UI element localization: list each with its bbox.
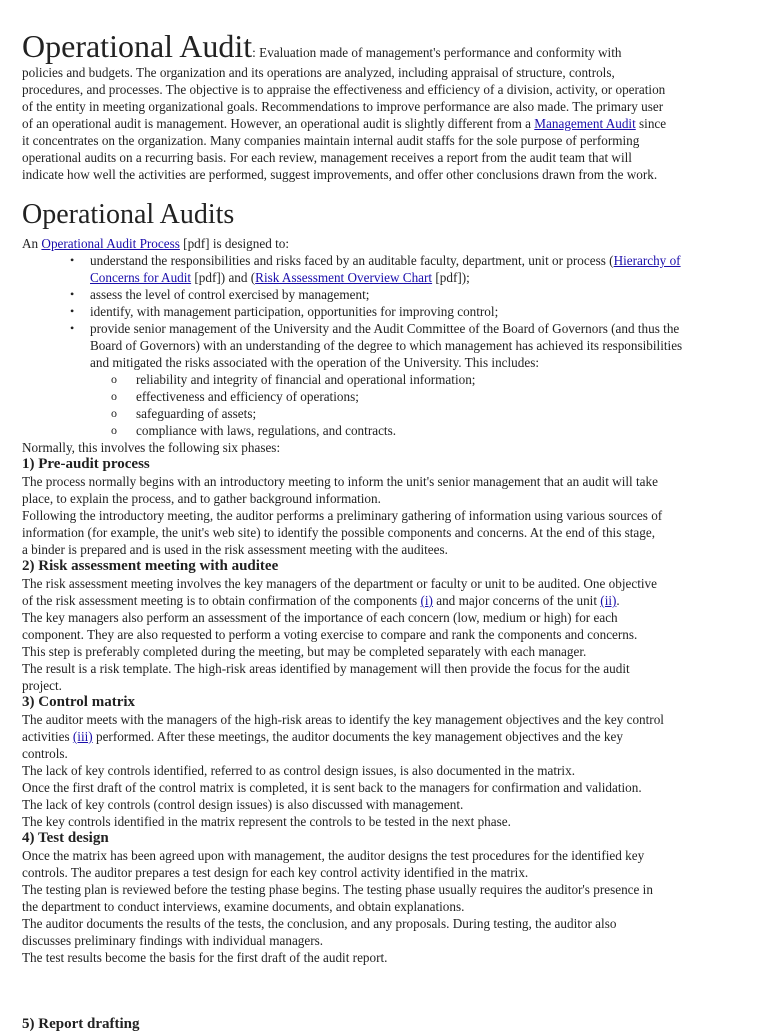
control-activities-footnote-link[interactable]: (iii) — [72, 729, 93, 744]
operational-audit-process-link[interactable]: Operational Audit Process — [41, 236, 180, 251]
list-text: and mitigated the risks associated with the operation of the University. This includes: — [90, 355, 540, 370]
page-title: Operational Audit — [22, 28, 253, 64]
section-title: Operational Audits — [22, 199, 235, 230]
hierarchy-of-concerns-link[interactable]: Hierarchy of — [613, 253, 681, 268]
process-intro — [22, 235, 762, 252]
list-text: identify, with management participation, opportunities for improving control; — [90, 304, 499, 319]
phase-4-line: The test results become the basis for the first draft of the audit report. — [22, 950, 388, 965]
bullet-icon: • — [70, 287, 75, 301]
phase-5-heading: 5) Report drafting — [22, 1016, 140, 1032]
intro-block — [22, 28, 762, 183]
phase-2-heading: 2) Risk assessment meeting with auditee — [22, 558, 279, 574]
list-text: understand the responsibilities and risks faced by an auditable faculty, department, unit or process ( — [90, 253, 614, 268]
phase-1-line: The process normally begins with an introductory meeting to inform the unit's senior management that an audit will take — [22, 474, 658, 489]
intro-line: procedures, and processes. The objective is to appraise the effectiveness and efficiency of a division, activity, or operation — [22, 82, 666, 97]
phase-3-line: Once the first draft of the control matrix is completed, it is sent back to the managers for confirmation and validation. — [22, 780, 642, 795]
intro-line: it concentrates on the organization. Many companies maintain internal audit staffs for the sole purpose of performing — [22, 133, 640, 148]
phase-4-line: The testing plan is reviewed before the testing phase begins. The testing phase usually requires the auditor's presence in — [22, 882, 653, 897]
sub-list-item — [22, 405, 762, 422]
circle-bullet-icon: o — [111, 372, 117, 386]
intro-line: of the entity in meeting organizational goals. Recommendations to improve performance are also made. The primary user — [22, 99, 664, 114]
phase-4-heading: 4) Test design — [22, 830, 109, 846]
sub-list-text: effectiveness and efficiency of operations; — [136, 389, 359, 404]
management-audit-link[interactable]: Management Audit — [534, 116, 636, 131]
process-text: An — [22, 236, 42, 251]
list-item — [22, 320, 762, 371]
phase-3-line: controls. — [22, 746, 68, 761]
phase-2-line: The result is a risk template. The high-risk areas identified by management will then provide the focus for the audit — [22, 661, 630, 676]
phase-1-line: information (for example, the unit's web site) to identify the possible components and concerns. At the end of this stage, — [22, 525, 656, 540]
intro-line: policies and budgets. The organization and its operations are analyzed, including appraisal of structure, controls, — [22, 65, 615, 80]
bullet-icon: • — [70, 253, 75, 267]
phase-2-line: The key managers also perform an assessment of the importance of each concern (low, medium or high) for each — [22, 610, 618, 625]
phase-2-line — [22, 592, 762, 609]
phase-3-text: performed. After these meetings, the auditor documents the key management objectives and the key — [92, 729, 623, 744]
list-item — [22, 286, 762, 303]
phase-1-heading: 1) Pre-audit process — [22, 456, 150, 472]
components-footnote-link[interactable]: (i) — [420, 593, 433, 608]
phase-3-text: activities — [22, 729, 73, 744]
sub-list-text: reliability and integrity of financial and operational information; — [136, 372, 476, 387]
sub-list-item — [22, 388, 762, 405]
intro-text: of an operational audit is management. However, an operational audit is slightly different from a — [22, 116, 535, 131]
intro-first-line: Evaluation made of management's performance and conformity with — [255, 45, 622, 60]
phase-4-line: The auditor documents the results of the tests, the conclusion, and any proposals. During testing, the auditor also — [22, 916, 617, 931]
phase-2-line: project. — [22, 678, 62, 693]
list-item — [22, 252, 762, 286]
phase-3-line — [22, 728, 762, 745]
phase-2-line: component. They are also requested to perform a voting exercise to compare and rank the components and concerns. — [22, 627, 638, 642]
phase-1-line: a binder is prepared and is used in the risk assessment meeting with the auditees. — [22, 542, 448, 557]
circle-bullet-icon: o — [111, 389, 117, 403]
sub-list-item — [22, 422, 762, 439]
bullet-icon: • — [70, 321, 75, 335]
list-text: provide senior management of the University and the Audit Committee of the Board of Governors (and thus the — [90, 321, 680, 336]
process-text: [pdf] is designed to: — [179, 236, 290, 251]
sub-list-item — [22, 371, 762, 388]
risk-assessment-chart-link[interactable]: Risk Assessment Overview Chart — [255, 270, 433, 285]
phase-2-text: and major concerns of the unit — [432, 593, 601, 608]
phase-3-line: The lack of key controls (control design issues) is also discussed with management. — [22, 797, 464, 812]
phase-2-text: . — [616, 593, 620, 608]
sub-list-text: safeguarding of assets; — [136, 406, 257, 421]
phase-2-line: This step is preferably completed during the meeting, but may be completed separately with each manager. — [22, 644, 587, 659]
phase-4-line: discusses preliminary findings with individual managers. — [22, 933, 324, 948]
intro-text: since — [635, 116, 667, 131]
circle-bullet-icon: o — [111, 406, 117, 420]
list-text: [pdf]) and ( — [191, 270, 256, 285]
phase-2-text: of the risk assessment meeting is to obtain confirmation of the components — [22, 593, 421, 608]
circle-bullet-icon: o — [111, 423, 117, 437]
phase-4-line: Once the matrix has been agreed upon with management, the auditor designs the test procedures for the identified key — [22, 848, 645, 863]
list-text: assess the level of control exercised by management; — [90, 287, 370, 302]
bullet-icon: • — [70, 304, 75, 318]
phase-3-heading: 3) Control matrix — [22, 694, 136, 710]
hierarchy-of-concerns-link[interactable]: Concerns for Audit — [90, 270, 192, 285]
intro-line: indicate how well the activities are performed, suggest improvements, and offer other conclusions drawn from the work. — [22, 167, 658, 182]
phase-2-line: The risk assessment meeting involves the key managers of the department or faculty or unit to be audited. One objective — [22, 576, 658, 591]
phase-1-line: Following the introductory meeting, the auditor performs a preliminary gathering of information using various sources of — [22, 508, 663, 523]
concerns-footnote-link[interactable]: (ii) — [600, 593, 617, 608]
title-colon: : — [252, 45, 256, 60]
intro-line — [22, 115, 762, 132]
phase-1-line: place, to explain the process, and to gather background information. — [22, 491, 381, 506]
phase-3-line: The auditor meets with the managers of the high-risk areas to identify the key management objectives and the key control — [22, 712, 664, 727]
phase-3-line: The key controls identified in the matrix represent the controls to be tested in the next phase. — [22, 814, 511, 829]
phase-4-line: controls. The auditor prepares a test design for each key control activity identified in the matrix. — [22, 865, 529, 880]
six-phases-text: Normally, this involves the following six phases: — [22, 440, 281, 455]
phase-3-line: The lack of key controls identified, referred to as control design issues, is also documented in the matrix. — [22, 763, 575, 778]
list-item — [22, 303, 762, 320]
phase-4-line: the department to conduct interviews, examine documents, and obtain explanations. — [22, 899, 465, 914]
list-text: Board of Governors) with an understanding of the degree to which management has achieved its responsibilities — [90, 338, 683, 353]
intro-line: operational audits on a recurring basis. For each review, management receives a report from the audit team that will — [22, 150, 632, 165]
list-text: [pdf]); — [432, 270, 470, 285]
main-content — [22, 235, 762, 966]
sub-list-text: compliance with laws, regulations, and contracts. — [136, 423, 397, 438]
